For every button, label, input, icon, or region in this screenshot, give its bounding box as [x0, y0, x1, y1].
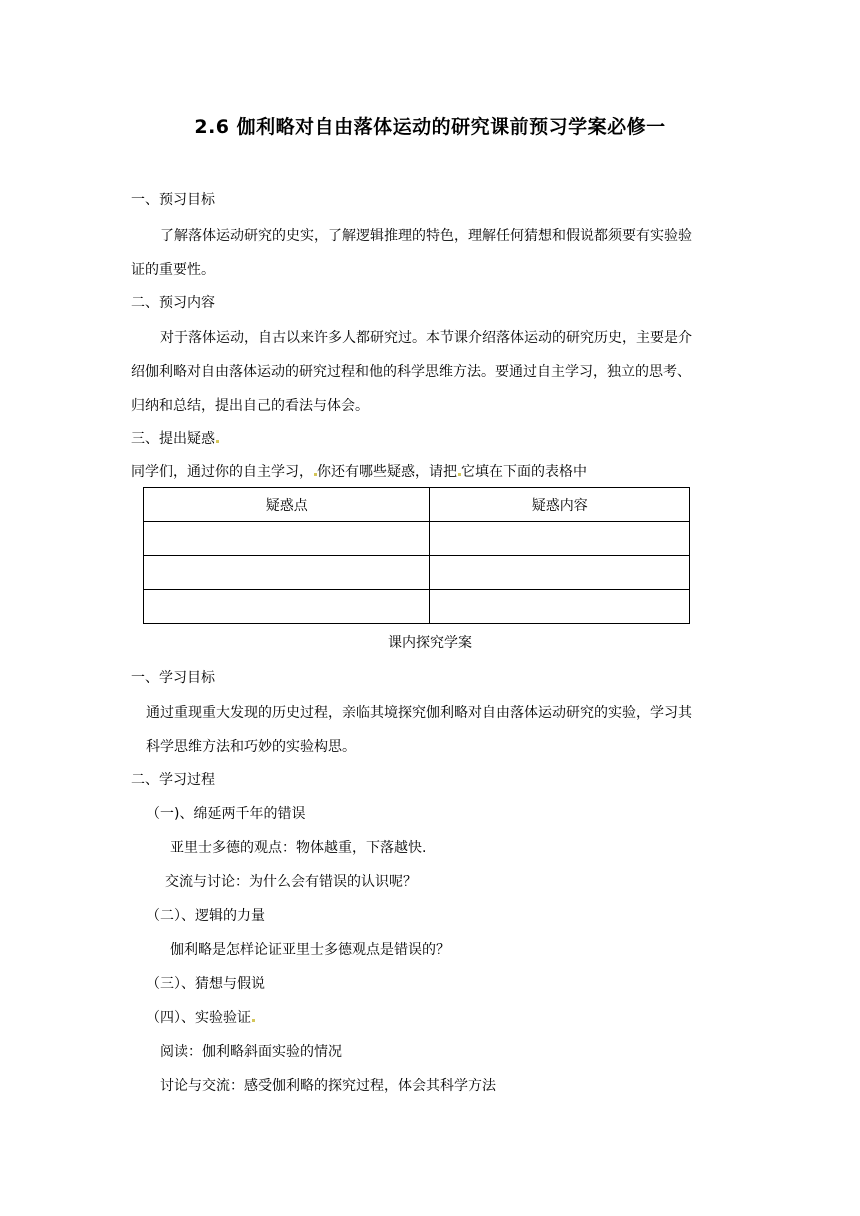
table-row [144, 590, 690, 624]
part1-line-1: 亚里士多德的观点：物体越重，下落越快. [170, 840, 427, 856]
doubt-intro-part-b: 你还有哪些疑惑，请把 [317, 464, 457, 480]
part1-line-2: 交流与讨论：为什么会有错误的认识呢？ [165, 874, 417, 890]
inclass-process-heading: 二、学习过程 [131, 772, 215, 788]
doubt-intro-part-a: 同学们，通过你的自主学习， [131, 464, 313, 480]
part1-heading: （一)、绵延两千年的错误 [146, 806, 306, 822]
table-row [144, 556, 690, 590]
document-title: 2.6 伽利略对自由落体运动的研究课前预习学案必修一 [194, 116, 666, 138]
preview-content-text-3: 归纳和总结，提出自己的看法与体会。 [131, 398, 369, 414]
table-cell [430, 590, 690, 624]
part4-line-1: 阅读：伽利略斜面实验的情况 [160, 1044, 342, 1060]
preview-doubt-heading [131, 429, 219, 449]
table-header-doubt-point: 疑惑点 [144, 488, 430, 522]
preview-content-heading: 二、预习内容 [131, 295, 215, 311]
part4-heading-wrap [146, 1008, 255, 1028]
table-row [144, 522, 690, 556]
table-cell [144, 590, 430, 624]
annotation-mark [252, 1019, 255, 1022]
table-cell [144, 556, 430, 590]
table-header-row [144, 488, 690, 522]
inclass-section-title: 课内探究学案 [388, 635, 472, 651]
part2-heading: （二）、逻辑的力量 [146, 908, 265, 924]
doubt-intro-part-c: 它填在下面的表格中 [461, 464, 587, 480]
part2-line-1: 伽利略是怎样论证亚里士多德观点是错误的？ [170, 942, 450, 958]
preview-goal-heading: 一、预习目标 [131, 192, 215, 208]
preview-goal-text-1: 了解落体运动研究的史实，了解逻辑推理的特色，理解任何猜想和假说都须要有实验验 [160, 228, 692, 244]
preview-doubt-intro [131, 462, 587, 482]
table-header-doubt-content: 疑惑内容 [430, 488, 690, 522]
table-cell [430, 556, 690, 590]
inclass-goal-heading: 一、学习目标 [131, 670, 215, 686]
doubt-table [143, 487, 690, 624]
table-cell [430, 522, 690, 556]
inclass-goal-text-1: 通过重现重大发现的历史过程，亲临其境探究伽利略对自由落体运动研究的实验，学习其 [146, 705, 692, 721]
annotation-mark [216, 440, 219, 443]
inclass-goal-text-2: 科学思维方法和巧妙的实验构思。 [146, 739, 356, 755]
doubt-heading-text: 三、提出疑惑 [131, 431, 215, 447]
part3-heading: （三）、猜想与假说 [146, 976, 265, 992]
preview-content-text-1: 对于落体运动，自古以来许多人都研究过。本节课介绍落体运动的研究历史，主要是介 [160, 330, 692, 346]
preview-content-text-2: 绍伽利略对自由落体运动的研究过程和他的科学思维方法。要通过自主学习，独立的思考、 [131, 364, 691, 380]
table-cell [144, 522, 430, 556]
part4-line-2: 讨论与交流：感受伽利略的探究过程，体会其科学方法 [160, 1078, 496, 1094]
preview-goal-text-2: 证的重要性。 [131, 262, 215, 278]
part4-heading: （四）、实验验证 [146, 1010, 251, 1026]
